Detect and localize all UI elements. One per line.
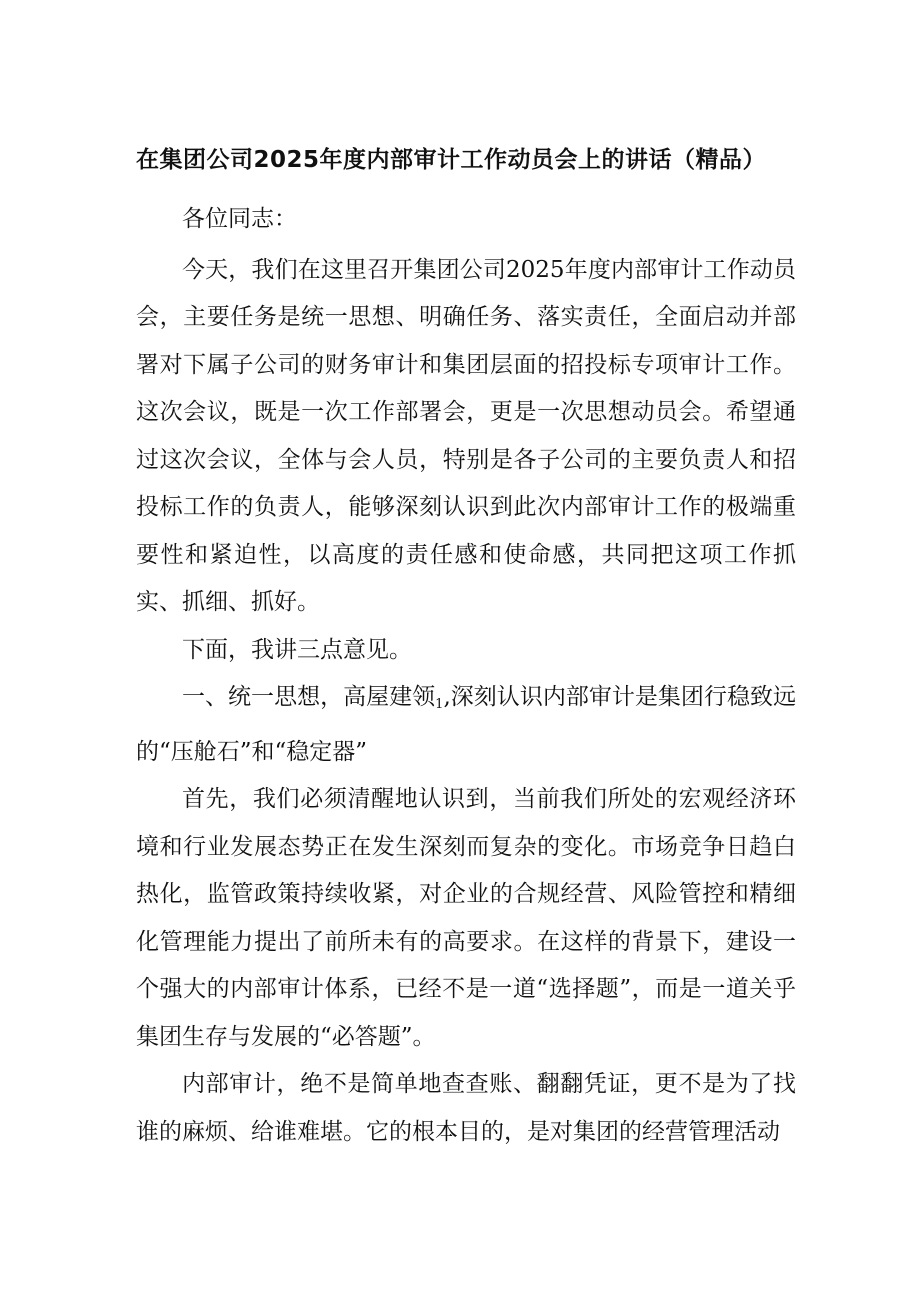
paragraph-context: 首先，我们必须清醒地认识到，当前我们所处的宏观经济环境和行业发展态势正在发生深刻而复杂的变化。市场竞争日趋白热化，监管政策持续收紧，对企业的合规经营、风险管控和精细化管理能力提出了前所未有的高要求。在这样的背景下，建设一个强大的内部审计体系，已经不是一道“选择题”，而是一道关乎集团生存与发展的“必答题”。 [136, 786, 796, 1050]
document-body [136, 196, 796, 1156]
paragraph-audit-purpose: 内部审计，绝不是简单地查查账、翻翻凭证，更不是为了找谁的麻烦、给谁难堪。它的根本目的，是对集团的经营管理活动 [136, 1071, 796, 1145]
section-heading-1 [136, 674, 796, 776]
footnote-subscript: 1 [435, 697, 444, 712]
section-heading-1-part-a: 一、统一思想，高屋建领 [182, 684, 436, 710]
paragraph-outline: 下面，我讲三点意见。 [182, 636, 412, 663]
paragraph-intro: 今天，我们在这里召开集团公司2025年度内部审计工作动员会，主要任务是统一思想、明确任务、落实责任，全面启动并部署对下属子公司的财务审计和集团层面的招投标专项审计工作。这次会议，既是一次工作部署会，更是一次思想动员会。希望通过这次会议，全体与会人员，特别是各子公司的主要负责人和招投标工作的负责人，能够深刻认识到此次内部审计工作的极端重要性和紧迫性，以高度的责任感和使命感，共同把这项工作抓实、抓细、抓好。 [136, 256, 796, 615]
section-heading-1-part-b: ,深刻认识内部审计是集团行稳致远的“压舱石”和“稳定器” [136, 684, 796, 765]
document-title: 在集团公司2025年度内部审计工作动员会上的讲话（精品） [136, 147, 767, 173]
greeting: 各位同志： [182, 206, 297, 232]
